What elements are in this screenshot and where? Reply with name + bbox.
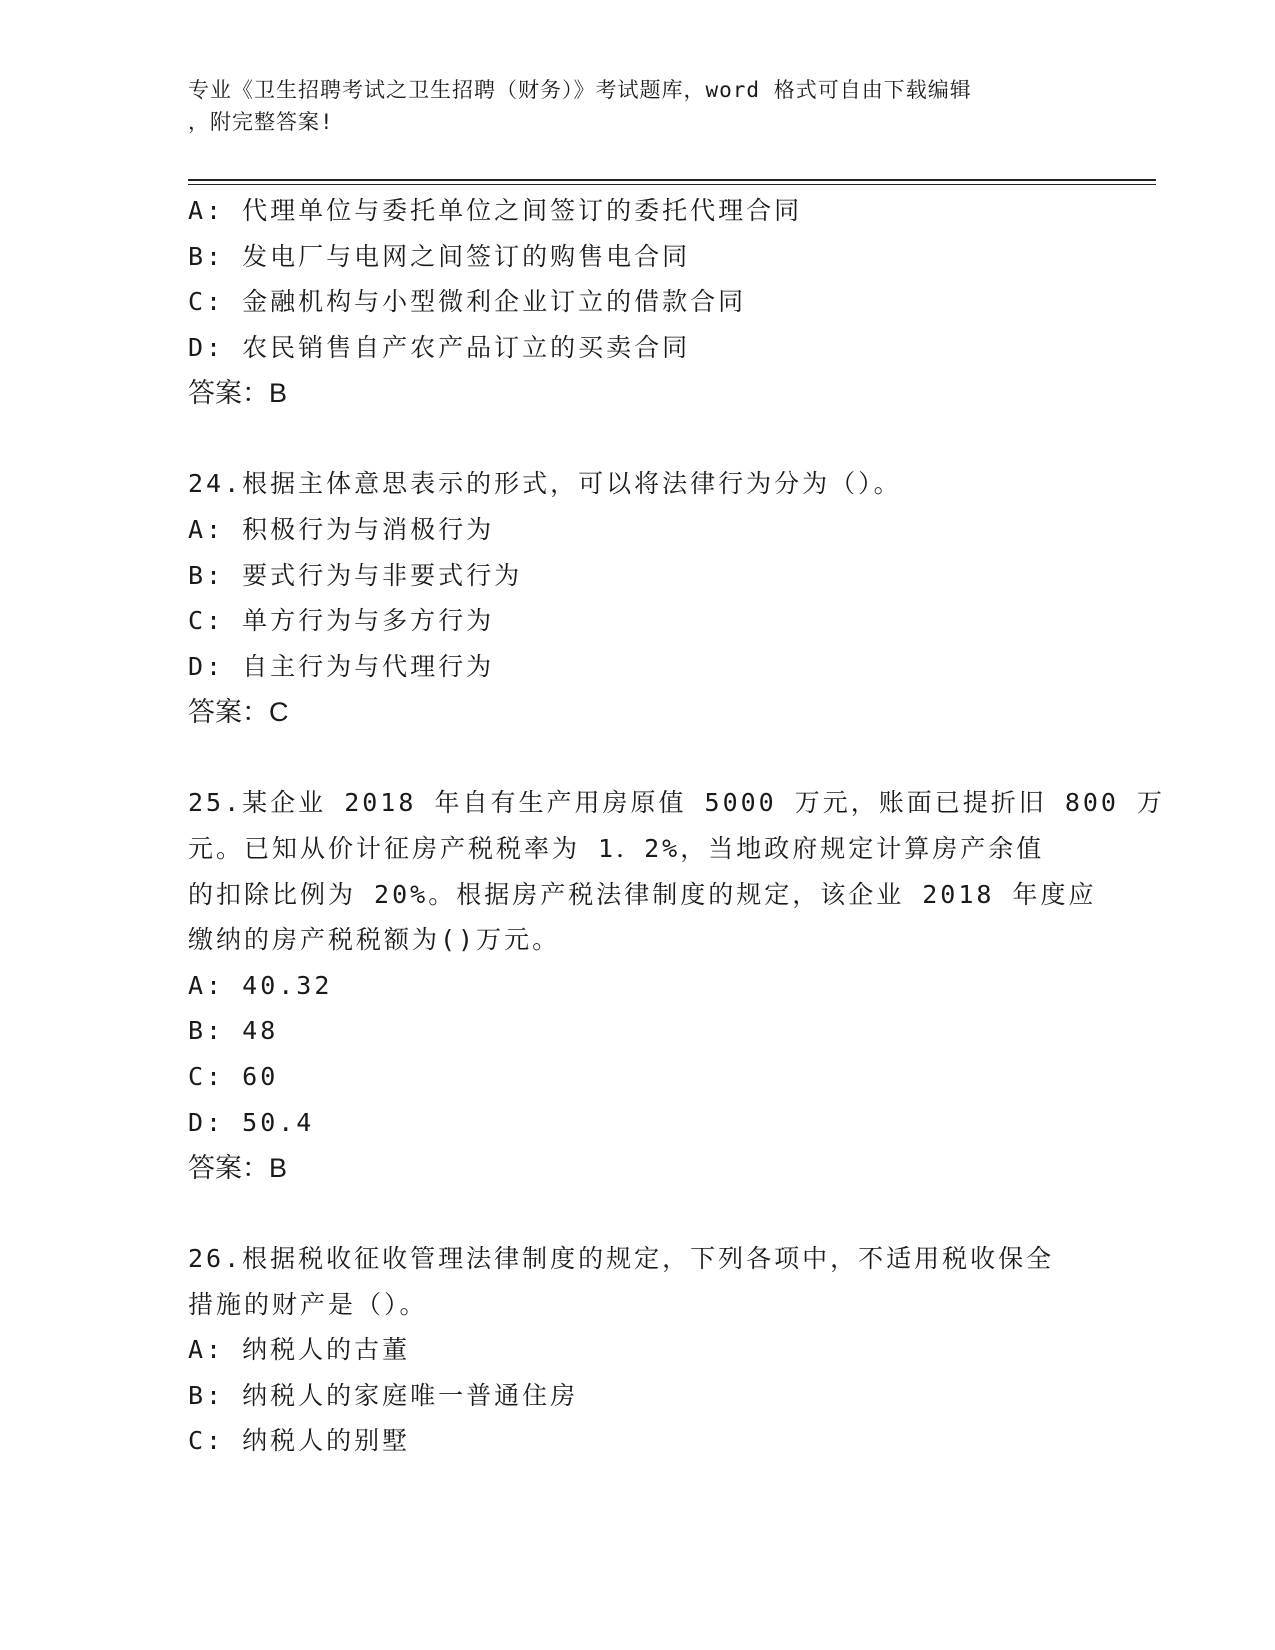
option-b: B: 48 (188, 1016, 279, 1046)
option-a: A: 代理单位与委托单位之间签订的委托代理合同 (188, 196, 803, 225)
option-b: B: 发电厂与电网之间签订的购售电合同 (188, 241, 691, 271)
question-content (188, 188, 1166, 1464)
option-c: C: 60 (188, 1061, 279, 1091)
answer-label: 答案：C (188, 697, 289, 728)
question-stem-line-4: 缴纳的房产税税额为()万元。 (188, 925, 561, 955)
header-divider-thin (188, 184, 1156, 185)
question-stem-line-1: 25.某企业 2018 年自有生产用房原值 5000 万元，账面已提折旧 800 万 (188, 788, 1166, 818)
option-d: D: 农民销售自产农产品订立的买卖合同 (188, 332, 691, 362)
option-c: C: 金融机构与小型微利企业订立的借款合同 (188, 287, 747, 317)
option-a: A: 40.32 (188, 970, 333, 1000)
answer-label: 答案：B (188, 1153, 288, 1184)
header-line-1: 专业《卫生招聘考试之卫生招聘（财务）》考试题库，word 格式可自由下载编辑 (188, 78, 972, 102)
option-d: D: 50.4 (188, 1107, 315, 1137)
question-stem-line-2: 措施的财产是（）。 (188, 1289, 428, 1319)
spacer (188, 416, 1088, 461)
option-b: B: 纳税人的家庭唯一普通住房 (188, 1380, 579, 1410)
option-a: A: 积极行为与消极行为 (188, 514, 495, 544)
question-25-block (188, 780, 1166, 1191)
header-divider-thick (188, 179, 1156, 181)
spacer (188, 735, 1088, 780)
option-d: D: 自主行为与代理行为 (188, 651, 495, 681)
question-23-block (188, 188, 1088, 416)
option-c: C: 纳税人的别墅 (188, 1426, 411, 1456)
question-stem: 24.根据主体意思表示的形式，可以将法律行为分为（）。 (188, 469, 902, 499)
question-24-block (188, 461, 1088, 735)
option-c: C: 单方行为与多方行为 (188, 606, 495, 636)
question-stem-line-3: 的扣除比例为 20%。根据房产税法律制度的规定，该企业 2018 年度应 (188, 879, 1097, 909)
question-stem-line-1: 26.根据税收征收管理法律制度的规定，下列各项中，不适用税收保全 (188, 1244, 1055, 1274)
answer-label: 答案：B (188, 378, 288, 409)
question-stem-line-2: 元。已知从价计征房产税税率为 1．2%，当地政府规定计算房产余值 (188, 833, 1045, 863)
document-header (188, 74, 1068, 138)
header-line-2: ，附完整答案! (188, 110, 334, 134)
spacer (188, 1191, 1088, 1236)
option-a: A: 纳税人的古董 (188, 1335, 411, 1365)
option-b: B: 要式行为与非要式行为 (188, 560, 523, 590)
question-26-block (188, 1236, 1088, 1464)
